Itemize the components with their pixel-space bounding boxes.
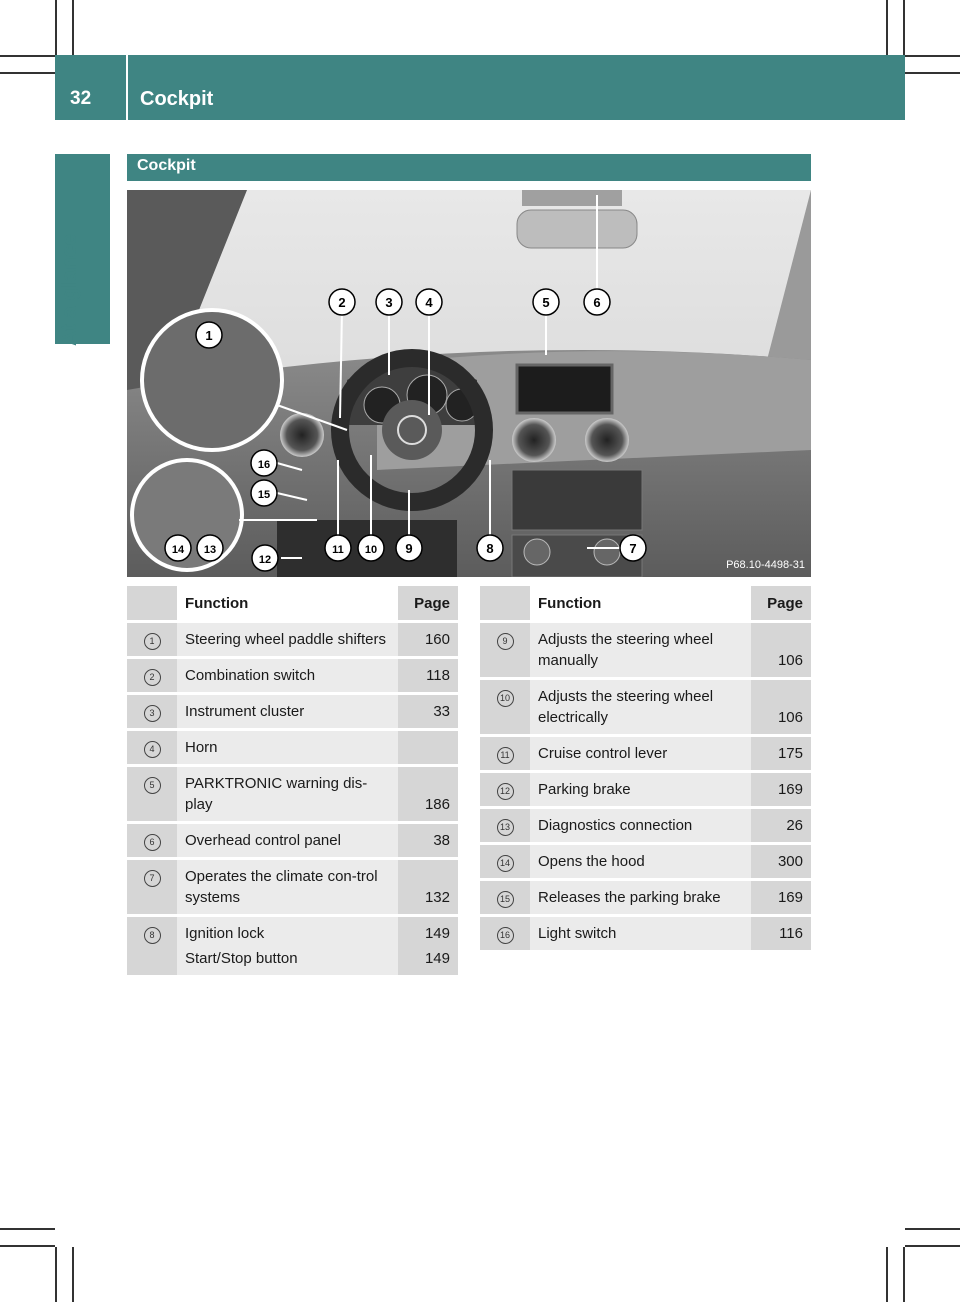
callout-number: 3 xyxy=(144,705,161,722)
crop-mark xyxy=(55,0,57,55)
table-row xyxy=(127,917,458,978)
function-cell: Diagnostics connection xyxy=(530,809,751,845)
callout-number: 11 xyxy=(497,747,514,764)
callout-5-icon xyxy=(533,289,559,315)
page-cell: 175 xyxy=(751,737,811,773)
section-bar xyxy=(127,154,811,181)
page-cell: 106 xyxy=(751,680,811,737)
callout-number: 7 xyxy=(144,870,161,887)
number-header xyxy=(480,586,530,623)
callout-9-icon xyxy=(396,535,422,561)
callout-14-icon xyxy=(165,535,191,561)
crop-mark xyxy=(886,0,888,55)
table-row xyxy=(480,623,811,680)
crop-mark xyxy=(0,55,55,57)
callout-number: 10 xyxy=(497,690,514,707)
table-row xyxy=(127,767,458,824)
page-cell: 149 xyxy=(424,925,450,942)
table-row xyxy=(127,824,458,860)
callout-1-icon xyxy=(196,322,222,348)
callout-13-icon xyxy=(197,535,223,561)
svg-text:6: 6 xyxy=(593,295,601,310)
page-header: Page xyxy=(398,586,458,623)
function-header: Function xyxy=(177,586,398,623)
function-cell: Opens the hood xyxy=(530,845,751,881)
function-cell: Cruise control lever xyxy=(530,737,751,773)
crop-mark xyxy=(905,55,960,57)
svg-text:14: 14 xyxy=(171,544,185,556)
svg-text:10: 10 xyxy=(364,544,378,556)
svg-text:8: 8 xyxy=(486,541,494,556)
page-cell xyxy=(398,731,458,767)
callout-10-icon xyxy=(358,535,384,561)
header-divider xyxy=(126,55,128,120)
callout-number: 1 xyxy=(144,633,161,650)
number-header xyxy=(127,586,177,623)
svg-text:5: 5 xyxy=(542,295,550,310)
svg-text:1: 1 xyxy=(205,328,213,343)
page-cell: 169 xyxy=(751,881,811,917)
callout-15-icon xyxy=(251,480,277,506)
callout-number: 8 xyxy=(144,927,161,944)
callout-number: 2 xyxy=(144,669,161,686)
crop-mark xyxy=(0,1228,55,1230)
function-cell: Steering wheel paddle shifters xyxy=(177,623,398,659)
table-row xyxy=(480,680,811,737)
table-row xyxy=(480,881,811,917)
page-title: Cockpit xyxy=(140,88,214,110)
cockpit-drawing xyxy=(127,190,811,577)
callout-16-icon xyxy=(251,450,277,476)
function-header: Function xyxy=(530,586,751,623)
function-cell-secondary: Start/Stop button xyxy=(185,950,298,967)
crop-mark xyxy=(72,0,74,55)
page-cell: 26 xyxy=(751,809,811,845)
table-row xyxy=(480,809,811,845)
callout-number: 6 xyxy=(144,834,161,851)
callout-number: 15 xyxy=(497,891,514,908)
crop-mark xyxy=(903,0,905,55)
function-cell: Overhead control panel xyxy=(177,824,398,860)
function-cell: Adjusts the steering wheel manually xyxy=(530,623,751,680)
table-row xyxy=(480,845,811,881)
crop-mark xyxy=(0,1245,55,1247)
table-header-row xyxy=(127,586,458,623)
svg-text:4: 4 xyxy=(425,295,433,310)
crop-mark xyxy=(72,1247,74,1302)
table-row xyxy=(480,773,811,809)
callout-4-icon xyxy=(416,289,442,315)
callout-3-icon xyxy=(376,289,402,315)
callout-12-icon xyxy=(252,545,278,571)
function-cell: Ignition lock xyxy=(185,925,265,942)
table-row xyxy=(480,737,811,773)
page-header: Page xyxy=(751,586,811,623)
svg-text:15: 15 xyxy=(257,489,271,501)
page-cell: 38 xyxy=(398,824,458,860)
crop-mark xyxy=(905,72,960,74)
callout-8-icon xyxy=(477,535,503,561)
function-cell: Horn xyxy=(177,731,398,767)
crop-mark xyxy=(0,72,55,74)
crop-mark xyxy=(55,1247,57,1302)
page-cell: 116 xyxy=(751,917,811,953)
section-title: Cockpit xyxy=(137,157,196,174)
page-cell: 169 xyxy=(751,773,811,809)
table-row xyxy=(127,623,458,659)
page-cell: 160 xyxy=(398,623,458,659)
function-cell: Releases the parking brake xyxy=(530,881,751,917)
svg-text:9: 9 xyxy=(405,541,413,556)
page-cell: 118 xyxy=(398,659,458,695)
table-header-row xyxy=(480,586,811,623)
cockpit-illustration xyxy=(127,190,811,577)
function-cell: PARKTRONIC warning dis-play xyxy=(177,767,398,824)
table-row xyxy=(127,860,458,917)
callout-number: 4 xyxy=(144,741,161,758)
function-cell: Instrument cluster xyxy=(177,695,398,731)
crop-mark xyxy=(903,1247,905,1302)
side-tab-label: At a glance xyxy=(58,233,81,346)
callout-number: 13 xyxy=(497,819,514,836)
page-cell: 106 xyxy=(751,623,811,680)
callout-7-icon xyxy=(620,535,646,561)
callout-11-icon xyxy=(325,535,351,561)
callout-number: 9 xyxy=(497,633,514,650)
function-cell: Light switch xyxy=(530,917,751,953)
function-cell: Adjusts the steering wheel electrically xyxy=(530,680,751,737)
callout-number: 12 xyxy=(497,783,514,800)
svg-text:3: 3 xyxy=(385,295,393,310)
page-cell: 186 xyxy=(398,767,458,824)
svg-text:7: 7 xyxy=(629,541,637,556)
function-table-left xyxy=(127,586,458,978)
function-cell: Parking brake xyxy=(530,773,751,809)
page-cell-secondary: 149 xyxy=(424,950,450,967)
function-table-right xyxy=(480,586,811,953)
table-row xyxy=(480,917,811,953)
crop-mark xyxy=(905,1228,960,1230)
callout-2-icon xyxy=(329,289,355,315)
function-cell: Operates the climate con-trol systems xyxy=(177,860,398,917)
svg-text:16: 16 xyxy=(257,459,271,471)
page-cell: 300 xyxy=(751,845,811,881)
table-row xyxy=(127,731,458,767)
table-row xyxy=(127,695,458,731)
svg-text:11: 11 xyxy=(332,544,344,556)
callout-6-icon xyxy=(584,289,610,315)
figure-code: P68.10-4498-31 xyxy=(726,559,805,571)
page-cell: 132 xyxy=(398,860,458,917)
page-number: 32 xyxy=(70,88,92,109)
crop-mark xyxy=(905,1245,960,1247)
callout-number: 14 xyxy=(497,855,514,872)
svg-text:13: 13 xyxy=(203,544,217,556)
table-row xyxy=(127,659,458,695)
callout-number: 16 xyxy=(497,927,514,944)
svg-text:12: 12 xyxy=(258,554,272,566)
page-cell: 33 xyxy=(398,695,458,731)
crop-mark xyxy=(886,1247,888,1302)
function-cell: Combination switch xyxy=(177,659,398,695)
svg-text:2: 2 xyxy=(338,295,346,310)
callout-number: 5 xyxy=(144,777,161,794)
